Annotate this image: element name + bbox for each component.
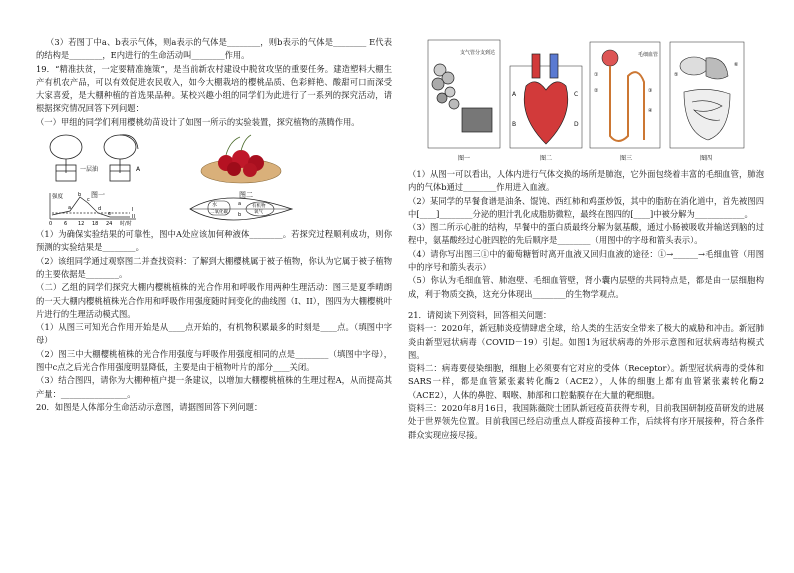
figures-row-left bbox=[36, 131, 392, 227]
lung-text: 支气管分支到达 bbox=[460, 50, 496, 56]
question-19-3-3: （3）结合图四，请你为大棚种植户提一条建议，以增加大棚樱桃植株的生理过程A，从而提高其产量：________________。 bbox=[36, 375, 392, 399]
question-20: 20．如图是人体部分生命活动示意图，请据图回答下列问题： bbox=[36, 401, 263, 412]
figure-2-caption: 图二 bbox=[239, 191, 253, 200]
material-1: 资料一：2020年，新冠肺炎疫情肆虐全球，给人类的生活安全带来了极大的威胁和冲击。新冠肺炎由新型冠状病毒（COVID－19）引起。如图1为冠状病毒的外形示意图和冠状病毒结构模式图。 bbox=[408, 323, 764, 360]
left-column bbox=[36, 36, 392, 414]
question-18-3: （3）若图丁中a、b表示气体，则a表示的气体是________，则b表示的气体是________ E代表的结构是________，E内进行的生命活动叫________作用。 bbox=[36, 37, 392, 61]
fig3-point-e: e bbox=[108, 211, 112, 218]
figure-3-curve bbox=[40, 191, 140, 227]
fig3-point-b: b bbox=[78, 192, 82, 199]
figure-4-leaf bbox=[186, 191, 296, 227]
fig4-a-label: a bbox=[238, 201, 242, 208]
fig3-xlabel: 时/时 bbox=[120, 221, 132, 228]
right-fig3-caption: 图三 bbox=[620, 155, 633, 162]
material-3: 资料三：2020年8月16日，我国陈薇院士团队新冠疫苗获得专利，目前我国研制疫苗研发的进展处于世界领先位置。目前我国已经启动重点人群疫苗接种工作，后续将有序开展接种，符合条件群众实现应接尽接。 bbox=[408, 403, 764, 440]
question-20-1: （1）从图一可以看出，人体内进行气体交换的场所是肺泡，它外面包绕着丰富的毛细血管，肺泡内的气体b通过________作用进入血液。 bbox=[408, 169, 764, 193]
heart-c: C bbox=[574, 91, 579, 98]
fig3-point-a: a bbox=[68, 205, 72, 212]
fig1-a-label: A bbox=[136, 166, 141, 174]
fig3-tick-0: 0 bbox=[49, 221, 53, 228]
right-fig4-caption: 图四 bbox=[700, 155, 713, 162]
nephron-num1: ① bbox=[594, 72, 599, 78]
material-2: 资料二：病毒要侵染细胞，细胞上必须要有它对应的受体（Receptor）。新型冠状病毒的受体和SARS一样，都是血管紧张素转化酶2（ACE2），人体的细胞上都有血管紧张素转化酶2（ACE2），人体的鼻腔、咽喉、肺部和口腔黏膜存在大量的靶细胞。 bbox=[408, 363, 764, 400]
nephron-diagram bbox=[590, 42, 660, 148]
fig3-ylabel: 强度 bbox=[52, 194, 64, 201]
question-20-5: （5）你认为毛细血管、肺泡壁、毛细血管壁，肾小囊内层壁的共同特点是，都是由一层细胞构成，利于物质交换，这充分体现出________的生物学观点。 bbox=[408, 275, 764, 299]
heart-d: D bbox=[574, 121, 579, 128]
question-19-3-2: （2）图三中大棚樱桃植株的光合作用强度与呼吸作用强度相同的点是________（填图中字母），图中c点之后光合作用强度明显降低，主要是由于植物叶片的部分____关闭。 bbox=[36, 348, 392, 373]
fig3-tick-24: 24 bbox=[106, 221, 113, 228]
fig4-water-label: 水 bbox=[212, 202, 218, 209]
figure-2-cherries bbox=[196, 131, 286, 187]
question-19-3-1: （1）从图三可知光合作用开始是从____点开始的，有机物积累最多的时刻是____点。（填图中字母） bbox=[36, 322, 392, 346]
question-20-2: （2）某同学的早餐食谱是油条、馄饨、西红柿和鸡蛋炒饭，其中的脂肪在消化道中，首先被图四中[____]________分泌的胆汁乳化成脂肪微粒，最终在图四的[____]中被分解为____________。 bbox=[408, 195, 764, 219]
lung-diagram bbox=[428, 40, 500, 148]
fig4-organic-label: 有机物 bbox=[252, 204, 266, 210]
nephron-capillary: 毛细血管 bbox=[638, 52, 659, 58]
heart-diagram bbox=[510, 54, 582, 148]
fig3-curve-ii: II bbox=[132, 214, 135, 221]
figure-1-plant-apparatus bbox=[36, 131, 156, 187]
fig3-tick-18: 18 bbox=[92, 221, 99, 228]
figure-20-organs bbox=[408, 36, 764, 166]
figure-1-caption: 图一 bbox=[91, 191, 105, 200]
heart-a: A bbox=[512, 91, 517, 98]
fig4-co2-label: 二氧化碳 bbox=[210, 210, 228, 216]
right-fig1-caption: 图一 bbox=[458, 155, 471, 162]
question-21-title: 21．请阅读下列资料，回答相关问题： bbox=[408, 309, 552, 320]
fig3-tick-12: 12 bbox=[78, 221, 85, 228]
fig3-curve-i: I bbox=[132, 207, 134, 214]
question-19-part2: （二）乙组的同学们探究大棚内樱桃植株的光合作用和呼吸作用两种生理活动：图三是夏季晴朗的一天大棚内樱桃植株光合作用和呼吸作用强度随时间变化的曲线图（I、II），图四为大棚樱桃叶片进行的生理活动模式图。 bbox=[36, 282, 392, 319]
nephron-num4: ④ bbox=[648, 108, 653, 114]
digestive-diagram bbox=[670, 42, 744, 148]
question-19-part1: （一）甲组的同学们利用樱桃幼苗设计了如图一所示的实验装置，探究植物的蒸腾作用。 bbox=[36, 116, 360, 127]
question-19-intro: 19．“精准扶贫，一定要精准施策”，是当前新农村建设中脱贫攻坚的重要任务。建造塑料大棚生产有机农产品，可以有效促进农民收入，如今大棚栽培的樱桃品质、色彩鲜艳、酸甜可口而深受大家喜爱，是大棚种植的首选果品种。某校兴趣小组的同学们为此进行了一系列的探究活动，请根据探究情况回答下列问题： bbox=[36, 63, 392, 114]
fig4-o2-label: 氧气 bbox=[254, 210, 263, 216]
fig3-point-d: d bbox=[98, 206, 102, 213]
nephron-num2: ② bbox=[594, 88, 599, 94]
nephron-num3: ③ bbox=[648, 88, 653, 94]
right-fig2-caption: 图二 bbox=[540, 155, 553, 162]
right-column bbox=[408, 36, 764, 442]
question-19-2: （2）该组同学通过观察图二并查找资料：了解到大棚樱桃属于被子植物，你认为它属于被子植物的主要依据是________。 bbox=[36, 255, 392, 279]
figures-row-right bbox=[408, 36, 764, 166]
question-20-4: （4）请你写出图三①中的葡萄糖暂时离开血液又回归血液的途径：①→______→毛细血管（用图中的序号和箭头表示） bbox=[408, 248, 764, 273]
fig1-oil-label: 一层油 bbox=[80, 166, 99, 174]
fig4-b-label: b bbox=[238, 212, 242, 219]
heart-b: B bbox=[512, 121, 517, 128]
question-20-3: （3）图二所示心脏的结构，早餐中的蛋白质最终分解为氨基酸，通过小肠被吸收并输送到脑的过程中，氨基酸经过心脏四腔的先后顺序是________（用图中的字母和箭头表示）。 bbox=[408, 222, 764, 246]
fig3-tick-6: 6 bbox=[64, 221, 68, 228]
question-19-1: （1）为确保实验结果的可靠性，图中A处应该加何种液体________。若探究过程顺利成功，则你预测的实验结果是________。 bbox=[36, 229, 392, 253]
digest-num6: ⑥ bbox=[734, 62, 739, 68]
fig3-point-c: c bbox=[87, 197, 90, 204]
digest-num5: ⑤ bbox=[674, 72, 679, 78]
